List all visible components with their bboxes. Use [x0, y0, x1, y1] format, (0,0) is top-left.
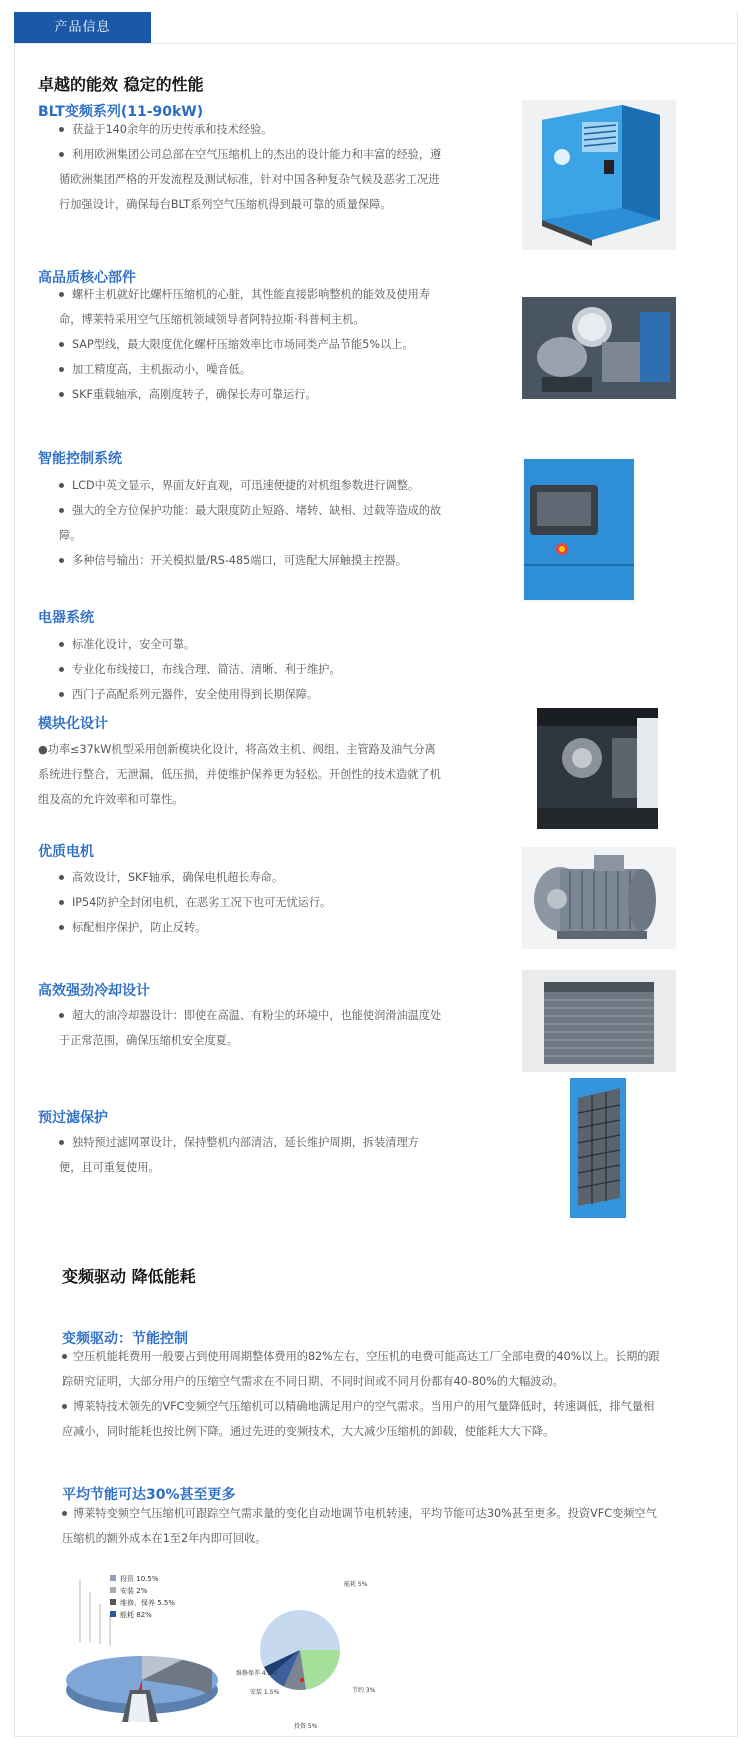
core-line: 加工精度高，主机振动小，噪音低。: [72, 363, 252, 376]
blt-line: 获益于140余年的历史传承和技术经验。: [72, 123, 273, 136]
tab-underline: [14, 43, 738, 44]
motor-line: IP54防护全封闭电机，在恶劣工况下也可无忧运行。: [72, 896, 332, 909]
pre-filter-screen-image: [570, 1078, 626, 1218]
heading-vfc-control: 变频驱动：节能控制: [62, 1331, 188, 1347]
pie2-label: 安装 1.5%: [250, 1689, 280, 1696]
cooling-line: 超大的油冷却器设计：即使在高温、有粉尘的环境中，也能使润滑油温度处: [72, 1009, 442, 1022]
core-line: 螺杆主机就好比螺杆压缩机的心脏，其性能直接影响整机的能效及使用寿: [72, 288, 431, 301]
bullet-icon: [59, 292, 64, 297]
heading-modular-design: 模块化设计: [38, 716, 108, 732]
bullet-icon: [62, 1404, 67, 1409]
bullet-icon: [59, 925, 64, 930]
heading-energy-saving: 平均节能可达30%甚至更多: [62, 1487, 236, 1503]
modular-line: ●功率≤37kW机型采用创新模块化设计，将高效主机、阀组、主管路及油气分离: [38, 743, 436, 756]
heading-cooling-design: 高效强劲冷却设计: [38, 983, 150, 999]
oil-cooler-image: [522, 970, 676, 1072]
bullet-icon: [59, 342, 64, 347]
saving-line: 博莱特变频空气压缩机可跟踪空气需求量的变化自动地调节电机转速，平均节能可达30%甚至更多。投资VFC变频空气: [73, 1507, 657, 1520]
svg-text:能耗 82%: 能耗 82%: [120, 1611, 152, 1619]
heading-quality-motor: 优质电机: [38, 844, 94, 860]
bullet-icon: [59, 900, 64, 905]
heading-smart-control: 智能控制系统: [38, 451, 122, 467]
bullet-icon: [59, 367, 64, 372]
blt-line: 利用欧洲集团公司总部在空气压缩机上的杰出的设计能力和丰富的经验，遵: [72, 148, 442, 161]
pie1-legend-item: [110, 1598, 175, 1607]
bullet-icon: [59, 127, 64, 132]
electric-motor-image: [522, 847, 676, 949]
svg-text:安装 2%: 安装 2%: [120, 1587, 148, 1595]
motor-text: [59, 865, 489, 940]
bullet-icon: [59, 1013, 64, 1018]
modular-line: 组及高的允许效率和可靠性。: [38, 793, 184, 806]
core-text: [59, 282, 489, 407]
bullet-icon: [59, 692, 64, 697]
modular-text: [38, 737, 493, 812]
heading-pre-filter: 预过滤保护: [38, 1110, 108, 1126]
bullet-icon: [62, 1354, 67, 1359]
cooling-text: [59, 1003, 489, 1053]
blt-compressor-image: [522, 100, 676, 250]
electric-line: 标准化设计，安全可靠。: [72, 638, 196, 651]
section-title-vfc: 变频驱动 降低能耗: [62, 1267, 196, 1286]
control-line: 强大的全方位保护功能：最大限度防止短路、堵转、缺相、过载等造成的故: [72, 504, 442, 517]
pie2-label: 投资 5%: [294, 1723, 318, 1730]
control-line: 障。: [59, 529, 82, 542]
vfc-line: 博莱特技术领先的VFC变频空气压缩机可以精确地满足用户的空气需求。当用户的用气量降低时，转速调低，排气量相: [73, 1400, 655, 1413]
motor-line: 高效设计，SKF轴承，确保电机超长寿命。: [72, 871, 284, 884]
electric-line: 西门子高配系列元器件，安全使用得到长期保障。: [72, 688, 319, 701]
vfc-line: 空压机能耗费用一般要占到使用周期整体费用的82%左右，空压机的电费可能高达工厂全部电费的40%以上。长期的跟: [73, 1350, 660, 1363]
filter-text: [59, 1130, 489, 1180]
bullet-icon: [62, 1511, 67, 1516]
bullet-icon: [59, 558, 64, 563]
svg-text:投资 10.5%: 投资 10.5%: [120, 1575, 159, 1583]
tab-product-info[interactable]: 产品信息: [14, 12, 151, 43]
heading-electrical-system: 电器系统: [38, 610, 94, 626]
vfc-line: 应减小，同时能耗也按比例下降。通过先进的变频技术，大大减少压缩机的卸载，使能耗大大下降。: [62, 1425, 555, 1438]
bullet-icon: [59, 642, 64, 647]
modular-interior-image: [537, 708, 658, 829]
saving-text: [62, 1501, 712, 1551]
bullet-icon: [59, 1140, 64, 1145]
pie2-label: 能耗 5%: [344, 1581, 368, 1588]
blt-text: [59, 117, 489, 217]
electric-text: [59, 632, 489, 707]
pie1-legend-item: [110, 1610, 152, 1619]
core-line: SKF重载轴承，高刚度转子，确保长寿可靠运行。: [72, 388, 317, 401]
blt-line: 循欧洲集团严格的开发流程及测试标准，针对中国各种复杂气候及恶劣工况进: [59, 173, 440, 186]
bullet-icon: [59, 875, 64, 880]
modular-line: 系统进行整合，无泄漏，低压损，并使维护保养更为轻松。开创性的技术造就了机: [38, 768, 441, 781]
core-line: 命，博莱特采用空气压缩机领域领导者阿特拉斯·科普柯主机。: [59, 313, 365, 326]
electric-line: 专业化布线接口，布线合理、简洁、清晰、利于维护。: [72, 663, 341, 676]
pie2-label: 维修保养 4.5%: [236, 1670, 278, 1677]
control-line: LCD中英文显示，界面友好直观，可迅速便捷的对机组参数进行调整。: [72, 479, 420, 492]
bullet-icon: [59, 152, 64, 157]
bullet-icon: [59, 508, 64, 513]
section-title-performance: 卓越的能效 稳定的性能: [38, 75, 204, 94]
pie1-legend-item: [110, 1574, 159, 1583]
control-panel-image: [522, 457, 636, 602]
svg-text:维修、保养 5.5%: 维修、保养 5.5%: [120, 1599, 176, 1607]
screw-airend-image: [522, 297, 676, 399]
control-text: [59, 473, 489, 573]
energy-pie-charts: [62, 1572, 392, 1732]
motor-line: 标配相序保护，防止反转。: [72, 921, 207, 934]
heading-blt-series: BLT变频系列(11-90kW): [38, 104, 204, 120]
saving-line: 压缩机的额外成本在1至2年内即可回收。: [62, 1532, 267, 1545]
filter-line: 独特预过滤网罩设计，保持整机内部清洁，延长维护周期，拆装清理方: [72, 1136, 419, 1149]
bullet-icon: [59, 667, 64, 672]
pie1-legend-item: [110, 1586, 148, 1595]
blt-line: 行加强设计，确保每台BLT系列空气压缩机得到最可靠的质量保障。: [59, 198, 392, 211]
vfc-text: [62, 1344, 712, 1444]
cooling-line: 于正常范围，确保压缩机安全度夏。: [59, 1034, 239, 1047]
bullet-icon: [59, 483, 64, 488]
pie2-label: 节约 3%: [352, 1687, 376, 1694]
bullet-icon: [59, 392, 64, 397]
control-line: 多种信号输出：开关模拟量/RS-485端口，可选配大屏触摸主控器。: [72, 554, 407, 567]
vfc-line: 踪研究证明，大部分用户的压缩空气需求在不同日期、不同时间或不同月份都有40-80%的大幅波动。: [62, 1375, 564, 1388]
core-line: SAP型线，最大限度优化螺杆压缩效率比市场同类产品节能5%以上。: [72, 338, 414, 351]
filter-line: 便，且可重复使用。: [59, 1161, 160, 1174]
heading-core-parts: 高品质核心部件: [38, 270, 136, 286]
